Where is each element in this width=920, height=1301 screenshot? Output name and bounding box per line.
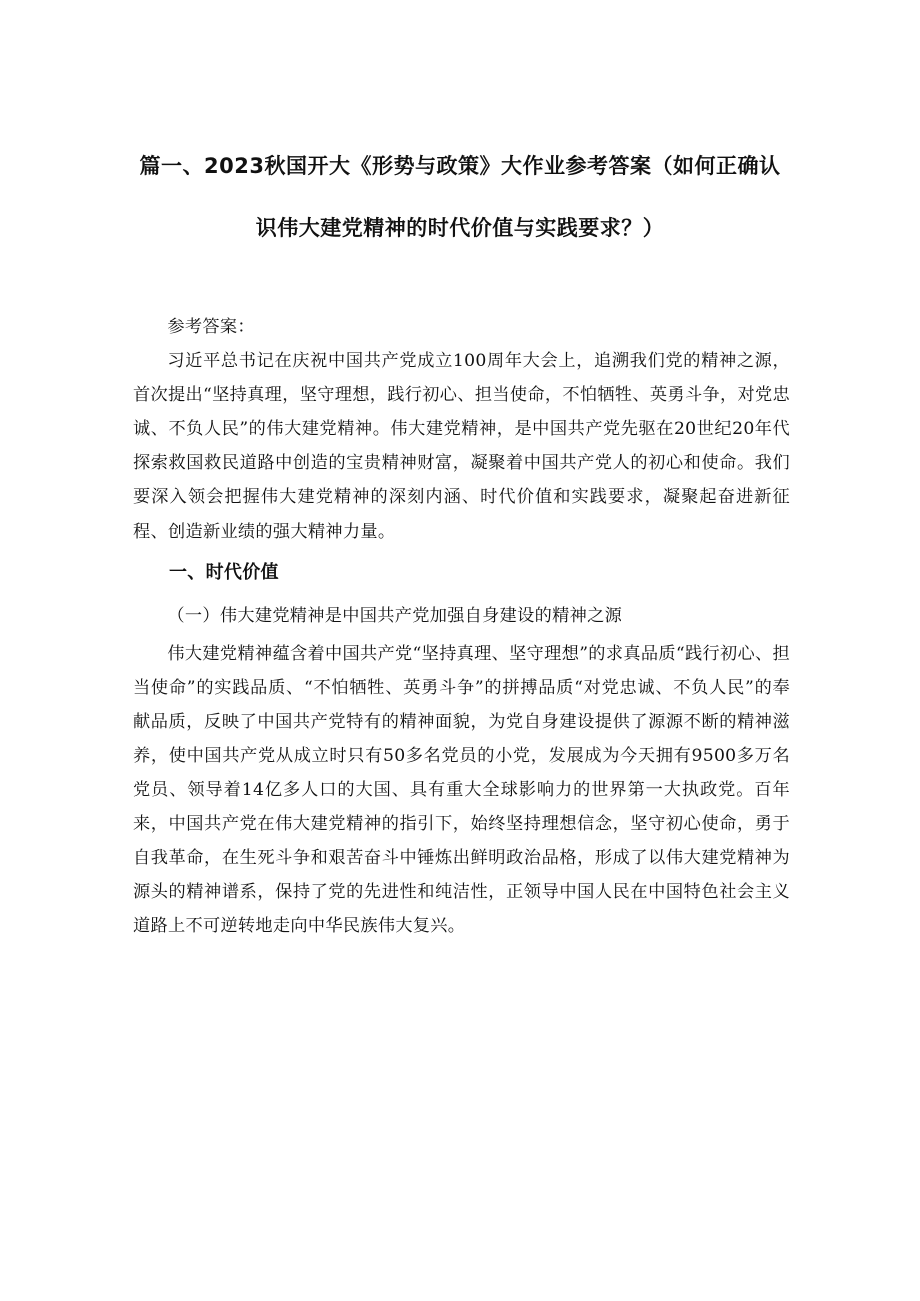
document-title-line-2: 识伟大建党精神的时代价值与实践要求？） (255, 216, 665, 240)
document-body (133, 310, 790, 944)
document-title-line-1: 篇一、2023秋国开大《形势与政策》大作业参考答案（如何正确认 (139, 154, 781, 178)
body-paragraph-2: 伟大建党精神蕴含着中国共产党“坚持真理、坚守理想”的求真品质“践行初心、担当使命”的实践品质、“不怕牺牲、英勇斗争”的拼搏品质“对党忠诚、不负人民”的奉献品质，反映了中国共产党特有的精神面貌，为党自身建设提供了源源不断的精神滋养，使中国共产党从成立时只有50多名党员的小党，发展成为今天拥有9500多万名党员、领导着14亿多人口的大国、具有重大全球影响力的世界第一大执政党。百年来，中国共产党在伟大建党精神的指引下，始终坚持理想信念，坚守初心使命，勇于自我革命，在生死斗争和艰苦奋斗中锤炼出鲜明政治品格，形成了以伟大建党精神为源头的精神谱系，保持了党的先进性和纯洁性，正领导中国人民在中国特色社会主义道路上不可逆转地走向中华民族伟大复兴。 (133, 643, 790, 937)
intro-paragraph: 习近平总书记在庆祝中国共产党成立100周年大会上，追溯我们党的精神之源，首次提出“坚持真理，坚守理想，践行初心、担当使命，不怕牺牲、英勇斗争，对党忠诚、不负人民”的伟大建党精神。伟大建党精神，是中国共产党先驱在20世纪20年代探索救国救民道路中创造的宝贵精神财富，凝聚着中国共产党人的初心和使命。我们要深入领会把握伟大建党精神的深刻内涵、时代价值和实践要求，凝聚起奋进新征程、创造新业绩的强大精神力量。 (133, 351, 790, 542)
subsection-heading-1: （一）伟大建党精神是中国共产党加强自身建设的精神之源 (167, 605, 623, 626)
answer-label: 参考答案： (167, 317, 255, 337)
section-heading-era-value: 一、时代价值 (169, 561, 279, 583)
